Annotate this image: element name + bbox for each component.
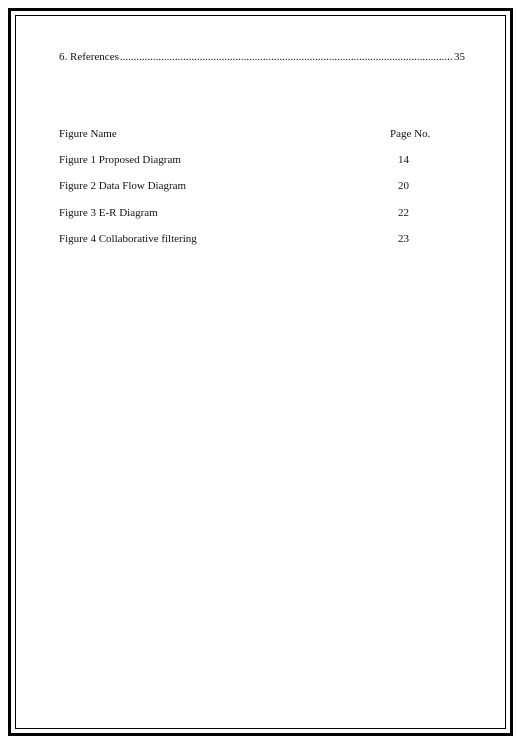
toc-dot-leader [120, 51, 453, 63]
page-no-header: Page No. [390, 128, 431, 140]
figure-page: 20 [398, 180, 409, 192]
figure-name: Figure 4 Collaborative filtering [59, 233, 197, 245]
figure-name: Figure 2 Data Flow Diagram [59, 180, 187, 192]
page-border [8, 8, 513, 736]
figure-page: 14 [398, 154, 409, 166]
figure-page: 23 [398, 233, 409, 245]
figure-name: Figure 1 Proposed Diagram [59, 154, 181, 166]
figure-page: 22 [398, 207, 409, 219]
toc-entry-label: 6. References [59, 51, 119, 63]
toc-entry-references [59, 51, 465, 63]
figure-name-header: Figure Name [59, 128, 117, 140]
page-border-inner [15, 15, 506, 729]
figure-name: Figure 3 E-R Diagram [59, 207, 158, 219]
toc-entry-page: 35 [454, 51, 465, 63]
